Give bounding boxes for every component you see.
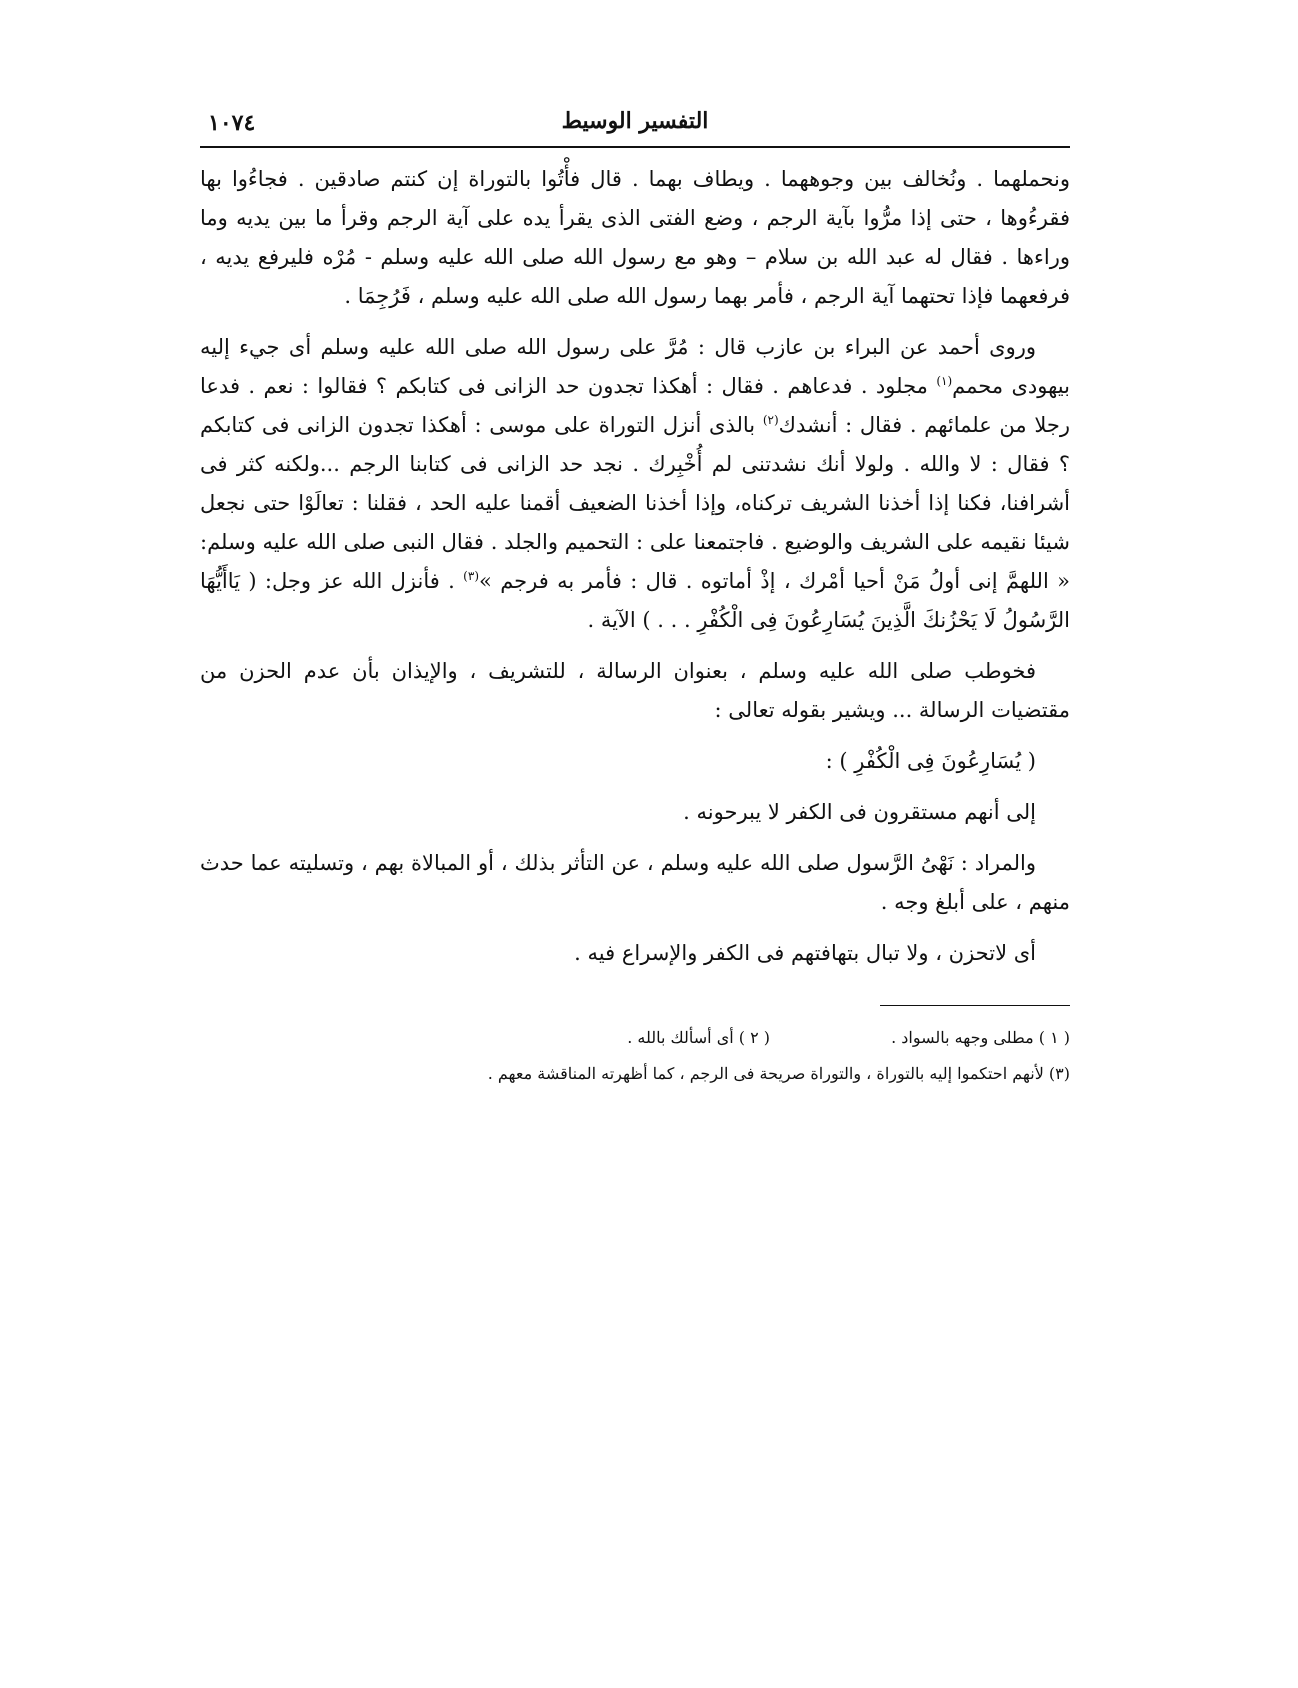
quranic-verse: ( يُسَارِعُونَ فِى الْكُفْرِ ) : <box>825 749 1036 773</box>
paragraph-2-part-3: بالذى أنزل التوراة على موسى : أهكذا تجدون الزانى فى كتابكم ؟ فقال : لا والله . ولولا أنك نشدتنى لم أُخْبِرك . نجد حد الزانى فى كتابنا الرجم ...ولكنه كثر فى أشرافنا، فكنا إذا أخذنا الشريف تركناه، وإذا أخذنا الضعيف أقمنا عليه الحد ، فقلنا : تعالَوْا حتى نجعل شيئا نقيمه على الشريف والوضيع . فاجتمعنا على : التحميم والجلد . فقال النبى صلى الله عليه وسلم: « اللهمَّ إنى أولُ مَنْ أحيا أمْرك ، إذْ أماتوه . قال : فأمر به فرجم » <box>200 413 1070 593</box>
footnote-ref-3: (٣) <box>463 569 479 583</box>
footnotes <box>200 1020 1070 1092</box>
paragraph-2-part-4: . فأنزل الله عز وجل: ( يَاأَيُّهَا الرَّسُولُ لَا يَحْزُنكَ الَّذِينَ يُسَارِعُونَ فِى الْكُفْرِ . . . ) الآية . <box>200 569 1070 632</box>
paragraph-5: والمراد : نَهْىُ الرَّسول صلى الله عليه وسلم ، عن التأثر بذلك ، أو المبالاة بهم ، وتسليته عما حدث منهم ، على أبلغ وجه . <box>200 851 1070 914</box>
paragraph-1: ونحملهما . ونُخالف بين وجوههما . ويطاف بهما . قال فأْتُوا بالتوراة إن كنتم صادقين . فجاءُوا بها فقرءُوها ، حتى إذا مرُّوا بآية الرجم ، وضع الفتى الذى يقرأ يده على آية الرجم وقرأ ما بين يديه وما وراءها . فقال له عبد الله بن سلام – وهو مع رسول الله صلى الله عليه وسلم - مُرْه فليرفع يديه ، فرفعهما فإذا تحتهما آية الرجم ، فأمر بهما رسول الله صلى الله عليه وسلم ، فَرُجِمَا . <box>200 167 1070 308</box>
footnote-1: ( ١ ) مطلى وجهه بالسواد . <box>891 1028 1070 1047</box>
footnote-ref-2: (٢) <box>762 413 779 427</box>
running-title: التفسير الوسيط <box>561 108 709 134</box>
footnote-2: ( ٢ ) أى أسألك بالله . <box>627 1028 770 1047</box>
paragraph-2-part-2: مجلود . فدعاهم . فقال : أهكذا تجدون حد الزانى فى كتابكم ؟ فقالوا : نعم . فدعا رجلا من علمائهم . فقال : أنشدك <box>200 374 1070 437</box>
footnote-3: (٣) لأنهم احتكموا إليه بالتوراة ، والتوراة صريحة فى الرجم ، كما أظهرته المناقشة معهم . <box>487 1064 1070 1083</box>
footnote-ref-1: (١) <box>936 374 953 388</box>
paragraph-2 <box>200 328 1070 640</box>
page-number: ١٠٧٤ <box>208 110 256 136</box>
footnote-divider <box>880 1005 1070 1006</box>
footnote-row-1 <box>200 1020 1070 1056</box>
document-page <box>200 100 1070 1092</box>
paragraph-3: فخوطب صلى الله عليه وسلم ، بعنوان الرسالة ، للتشريف ، والإيذان بأن عدم الحزن من مقتضيات الرسالة ... ويشير بقوله تعالى : <box>200 659 1070 722</box>
page-header <box>200 100 1070 148</box>
paragraph-4: إلى أنهم مستقرون فى الكفر لا يبرحونه . <box>683 800 1036 824</box>
paragraph-2-part-1: وروى أحمد عن البراء بن عازب قال : مُرَّ على رسول الله صلى الله عليه وسلم أى جيء إليه بيهودى محمم <box>200 335 1070 398</box>
body-text <box>200 160 1070 973</box>
paragraph-6: أى لاتحزن ، ولا تبال بتهافتهم فى الكفر والإسراع فيه . <box>574 941 1036 965</box>
